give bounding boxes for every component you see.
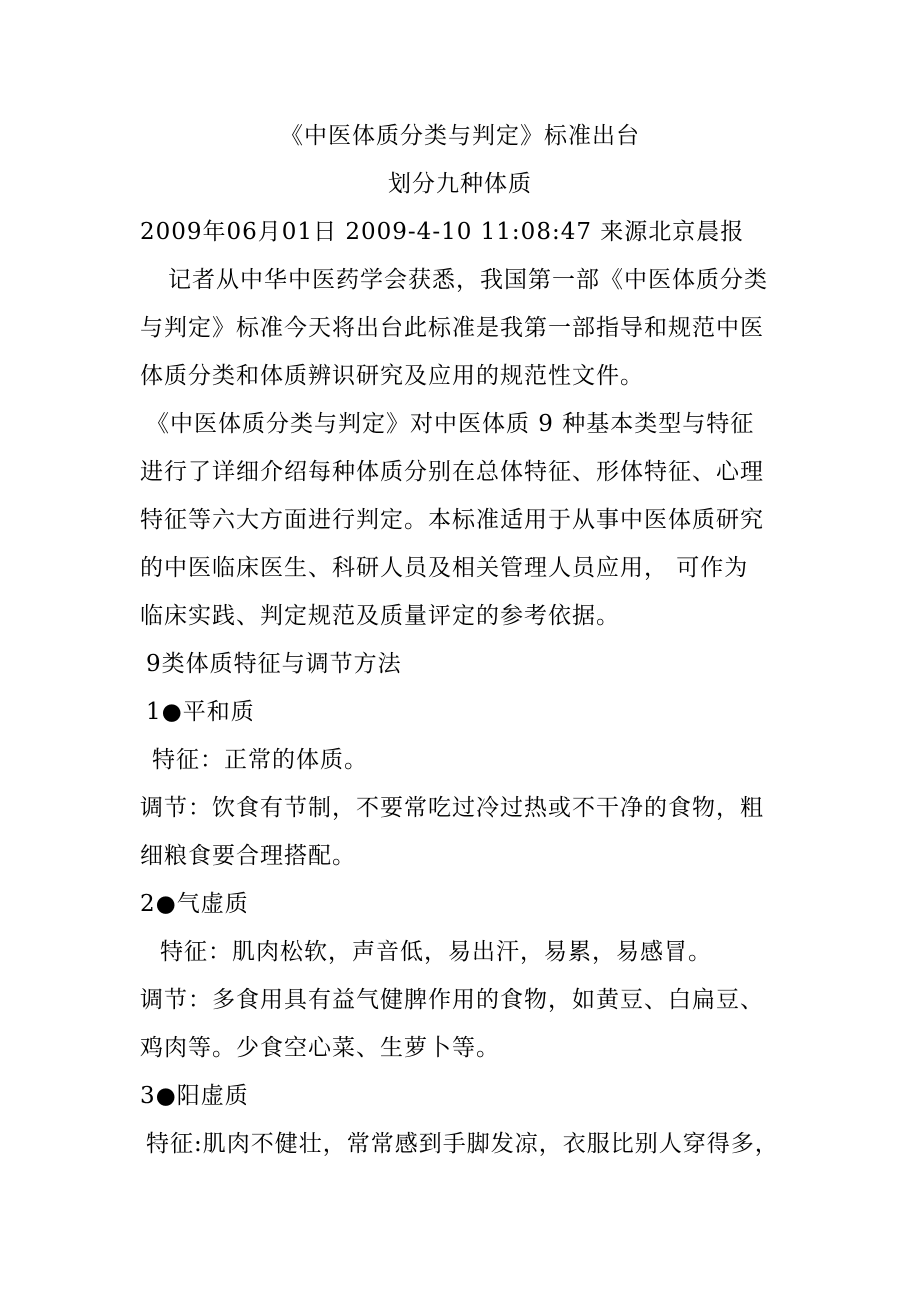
type-heading: 1●平和质 — [146, 699, 255, 725]
section-heading: 9类体质特征与调节方法 — [146, 651, 402, 677]
type-feature: 特征：正常的体质。 — [152, 747, 368, 773]
type-feature: 特征:肌肉不健壮，常常感到手脚发凉，衣服比别人穿得多， — [146, 1131, 779, 1157]
paragraph-line: 与判定》标准今天将出台此标准是我第一部指导和规范中医 — [140, 315, 764, 341]
document-title: 《中医体质分类与判定》标准出台 — [280, 123, 640, 149]
paragraph-line: 记者从中华中医药学会获悉，我国第一部《中医体质分类 — [168, 267, 768, 293]
type-adjust: 调节：饮食有节制，不要常吃过冷过热或不干净的食物，粗 — [140, 795, 764, 821]
paragraph-line: 特征等六大方面进行判定。本标准适用于从事中医体质研究 — [140, 507, 764, 533]
paragraph-line: 体质分类和体质辨识研究及应用的规范性文件。 — [140, 363, 644, 389]
dateline: 2009年06月01日 2009-4-10 11:08:47 来源北京晨报 — [140, 219, 745, 245]
paragraph-line: 的中医临床医生、科研人员及相关管理人员应用， 可作为 — [140, 555, 749, 581]
type-adjust: 调节：多食用具有益气健脾作用的食物，如黄豆、白扁豆、 — [140, 987, 764, 1013]
type-adjust: 细粮食要合理搭配。 — [140, 843, 356, 869]
paragraph-line: 临床实践、判定规范及质量评定的参考依据。 — [140, 603, 620, 629]
type-adjust: 鸡肉等。少食空心菜、生萝卜等。 — [140, 1035, 500, 1061]
paragraph-line: 进行了详细介绍每种体质分别在总体特征、形体特征、心理 — [140, 459, 764, 485]
type-heading: 2●气虚质 — [140, 891, 249, 917]
document-subtitle: 划分九种体质 — [388, 171, 532, 197]
type-feature: 特征：肌肉松软，声音低，易出汗，易累，易感冒。 — [160, 939, 712, 965]
type-heading: 3●阳虚质 — [140, 1083, 249, 1109]
paragraph-line: 《中医体质分类与判定》对中医体质 9 种基本类型与特征 — [146, 411, 755, 437]
